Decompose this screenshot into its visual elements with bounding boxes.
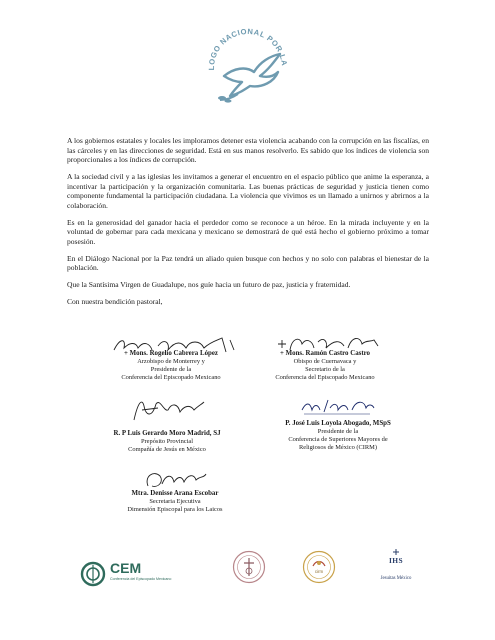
signer-title: Arzobispo de Monterrey y	[137, 358, 205, 365]
signer-title: Conferencia de Superiores Mayores de	[288, 436, 388, 443]
cirm-label: cirm	[314, 569, 324, 574]
ihs-monogram: IHS	[389, 556, 403, 565]
signer-name: P. José Luis Loyola Abogado, MSpS	[285, 420, 391, 427]
handwritten-signature	[110, 334, 240, 358]
signer-title: Prepósito Provincial	[140, 438, 193, 445]
cirm-emblem-icon	[302, 550, 336, 584]
signature-block-moro	[92, 402, 242, 454]
signer-title: Presidente de la	[317, 428, 359, 435]
jesuitas-label: Jesuitas México	[380, 576, 412, 581]
cem-subtitle: Conferencia del Episcopado Mexicano	[110, 577, 172, 581]
signer-title: Secretario de la	[305, 366, 345, 373]
paragraph: A la sociedad civil y a las iglesias les invitamos a generar el encuentro en el espacio público que anime la esperanza, a incentivar la participación y la organización comunitaria. Las buenas prácticas de seguridad y justicia tienen como componente fundamental la participación ciudadana. La violencia que vivimos es un llamado a unirnos y abrirnos a la colaboración.	[67, 171, 429, 210]
handwritten-signature	[140, 468, 210, 492]
cem-emblem-icon	[80, 561, 106, 587]
letter-body	[67, 136, 429, 313]
signer-name: Mtra. Denisse Arana Escobar	[131, 490, 219, 497]
signer-name: + Mons. Ramón Castro Castro	[280, 350, 370, 357]
signer-name: + Mons. Rogelio Cabrera López	[124, 350, 218, 357]
seal-emblem-icon	[232, 550, 266, 584]
cirm-logo	[302, 550, 336, 584]
signer-title: Secretaria Ejecutiva	[149, 498, 201, 505]
signer-title: Religiosos de México (CIRM)	[299, 444, 377, 451]
logo-arc-text: LOGO NACIONAL POR LA	[206, 26, 290, 71]
cem-logo	[80, 558, 190, 590]
dove-icon	[194, 10, 302, 118]
paragraph: A los gobiernos estatales y locales les imploramos detener esta violencia acabando con la corrupción en las fiscalías, en las cárceles y en las direcciones de seguridad. Está en sus manos resolverlo. Es sabido que los índices de violencia son proporcionales a los índices de corrupción.	[67, 136, 429, 165]
handwritten-signature	[298, 396, 378, 418]
signature-block-cabrera	[96, 340, 246, 382]
signer-title: Compañía de Jesús en México	[128, 446, 206, 453]
signer-title: Presidente de la	[150, 366, 192, 373]
dialogo-nacional-logo	[194, 10, 302, 118]
paragraph: Es en la generosidad del ganador hacia el perdedor como se reconoce a un héroe. En la mirada incluyente y en la voluntad de gobernar para cada mexicana y mexicano se demostrará de qué está hecho el gobierno próximo a tomar posesión.	[67, 217, 429, 246]
signature-block-arana	[100, 472, 250, 514]
seal-logo	[232, 550, 266, 584]
paragraph: En el Diálogo Nacional por la Paz tendrá un aliado quien busque con hechos y no solo con palabras el bienestar de la población.	[67, 253, 429, 273]
cem-title: CEM	[110, 560, 142, 576]
signer-title: Conferencia del Episcopado Mexicano	[121, 374, 221, 381]
jesuitas-logo	[366, 548, 426, 590]
signer-name: R. P Luis Gerardo Moro Madrid, SJ	[113, 430, 221, 437]
signer-title: Dimensión Episcopal para los Laicos	[127, 506, 223, 513]
signature-block-castro	[250, 340, 400, 382]
handwritten-signature	[274, 332, 384, 356]
paragraph: Que la Santísima Virgen de Guadalupe, nos guíe hacia un futuro de paz, justicia y fraternidad.	[67, 279, 351, 289]
closing-line: Con nuestra bendición pastoral,	[67, 296, 163, 306]
signer-title: Obispo de Cuernavaca y	[293, 358, 357, 365]
signature-block-loyola	[258, 400, 418, 452]
handwritten-signature	[128, 396, 208, 426]
signer-title: Conferencia del Episcopado Mexicano	[275, 374, 375, 381]
